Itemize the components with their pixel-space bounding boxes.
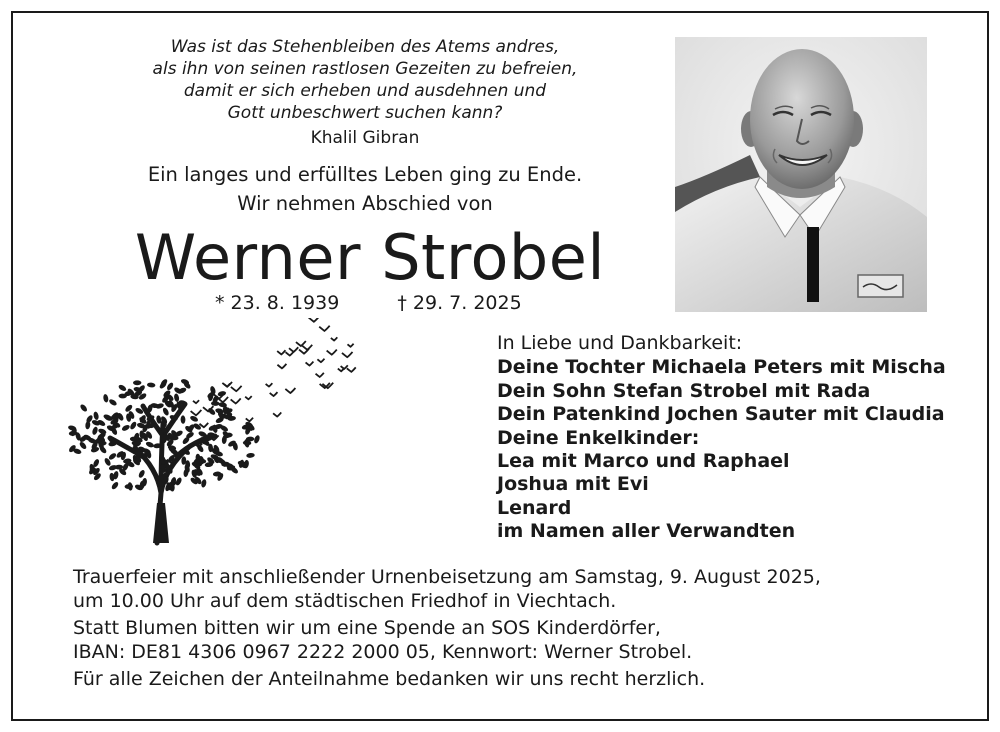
bird-icon [316, 373, 324, 377]
bird-icon [285, 388, 295, 393]
tree-leaf-icon [133, 380, 141, 385]
bird-icon [277, 364, 286, 368]
bird-icon [347, 367, 356, 371]
bird-icon [266, 383, 273, 386]
bird-icon [270, 392, 278, 396]
bird-icon [331, 337, 337, 340]
mourner-line: Dein Sohn Stefan Strobel mit Rada [497, 379, 871, 402]
tree-leaf-icon [93, 411, 100, 420]
bird-icon [319, 326, 329, 331]
bird-icon [338, 368, 345, 371]
bird-icon [309, 318, 320, 322]
quote-line: Was ist das Stehenbleiben des Atems andres, [170, 37, 560, 57]
bird-icon [231, 386, 242, 391]
footer-line: IBAN: DE81 4306 0967 2222 2000 05, Kennwort: Werner Strobel. [73, 640, 693, 663]
footer-line: um 10.00 Uhr auf dem städtischen Friedhof in Viechtach. [73, 589, 617, 612]
poem-quote [130, 36, 600, 124]
death-date: † 29. 7. 2025 [397, 292, 522, 314]
tree-leaf-icon [201, 479, 208, 488]
mourner-line: Lea mit Marco und Raphael [497, 450, 790, 473]
bird-icon [302, 345, 312, 350]
birth-date: * 23. 8. 1939 [215, 292, 340, 314]
tree-leaf-icon [246, 453, 255, 459]
mourners-lead: In Liebe und Dankbarkeit: [497, 332, 743, 354]
closing-thanks: Für alle Zeichen der Anteilnahme bedanken wir uns recht herzlich. [73, 668, 706, 690]
tree-leaf-icon [162, 407, 170, 417]
tree-leaf-icon [145, 441, 155, 449]
tree-leaf-icon [78, 441, 87, 450]
bird-icon [273, 412, 281, 416]
tree-leaf-icon [118, 384, 128, 393]
intro-text [120, 160, 610, 218]
tree-with-birds-illustration [65, 318, 365, 548]
bird-icon [231, 398, 241, 403]
portrait-photo [675, 37, 927, 312]
mourner-line: Lenard [497, 496, 572, 519]
tree-leaf-icon [91, 426, 98, 436]
life-dates [215, 292, 522, 314]
intro-line: Ein langes und erfülltes Leben ging zu Ende. [147, 163, 583, 186]
tree-leaf-icon [180, 415, 185, 424]
footer-line: Statt Blumen bitten wir um eine Spende an SOS Kinderdörfer, [73, 617, 661, 639]
mourners-block [497, 332, 946, 544]
bird-icon [193, 400, 199, 403]
tree-leaf-icon [147, 382, 156, 388]
tree-leaf-icon [173, 393, 179, 402]
tree-leaf-icon [108, 452, 118, 461]
footer-line: Trauerfeier mit anschließender Urnenbeisetzung am Samstag, 9. August 2025, [73, 566, 821, 588]
tree-leaf-icon [124, 404, 133, 413]
bird-icon [286, 351, 294, 355]
tree-leaf-icon [189, 415, 199, 423]
mourner-line: Joshua mit Evi [497, 473, 649, 496]
tree-leaf-icon [166, 382, 175, 392]
tree-leaf-icon [110, 481, 119, 491]
mourner-line: Dein Patenkind Jochen Sauter mit Claudia [497, 403, 945, 426]
bird-icon [191, 410, 202, 415]
quote-author: Khalil Gibran [310, 128, 420, 148]
service-information [73, 566, 821, 696]
bird-icon [306, 362, 314, 366]
tree-leaf-icon [103, 394, 109, 403]
bird-icon [246, 418, 253, 422]
tree-leaf-icon [211, 401, 219, 406]
tree-leaf-icon [121, 424, 131, 432]
quote-line: als ihn von seinen rastlosen Gezeiten zu befreien, [152, 59, 578, 79]
quote-line: Gott unbeschwert suchen kann? [227, 103, 503, 123]
bird-icon [342, 352, 353, 357]
mourner-line: Deine Enkelkinder: [497, 426, 700, 449]
bird-icon [327, 350, 337, 355]
tree-leaf-icon [79, 403, 88, 412]
bird-icon [299, 349, 309, 354]
tree-leaf-icon [138, 469, 146, 479]
deceased-name: Werner Strobel [134, 221, 606, 294]
bird-icon [347, 344, 353, 347]
donation-info [73, 617, 821, 664]
bird-icon [296, 341, 306, 346]
tree-leaf-icon [129, 421, 138, 431]
bird-icon [245, 396, 252, 399]
quote-line: damit er sich erheben und ausdehnen und [183, 81, 547, 101]
tree-leaf-icon [108, 398, 118, 407]
bird-icon [317, 359, 324, 363]
bird-icon [277, 350, 285, 354]
mourner-line: Deine Tochter Michaela Peters mit Mischa [497, 356, 946, 379]
mourner-line: im Namen aller Verwandten [497, 520, 796, 543]
funeral-service-info [73, 566, 821, 613]
intro-line: Wir nehmen Abschied von [237, 192, 493, 215]
bird-icon [199, 423, 208, 427]
